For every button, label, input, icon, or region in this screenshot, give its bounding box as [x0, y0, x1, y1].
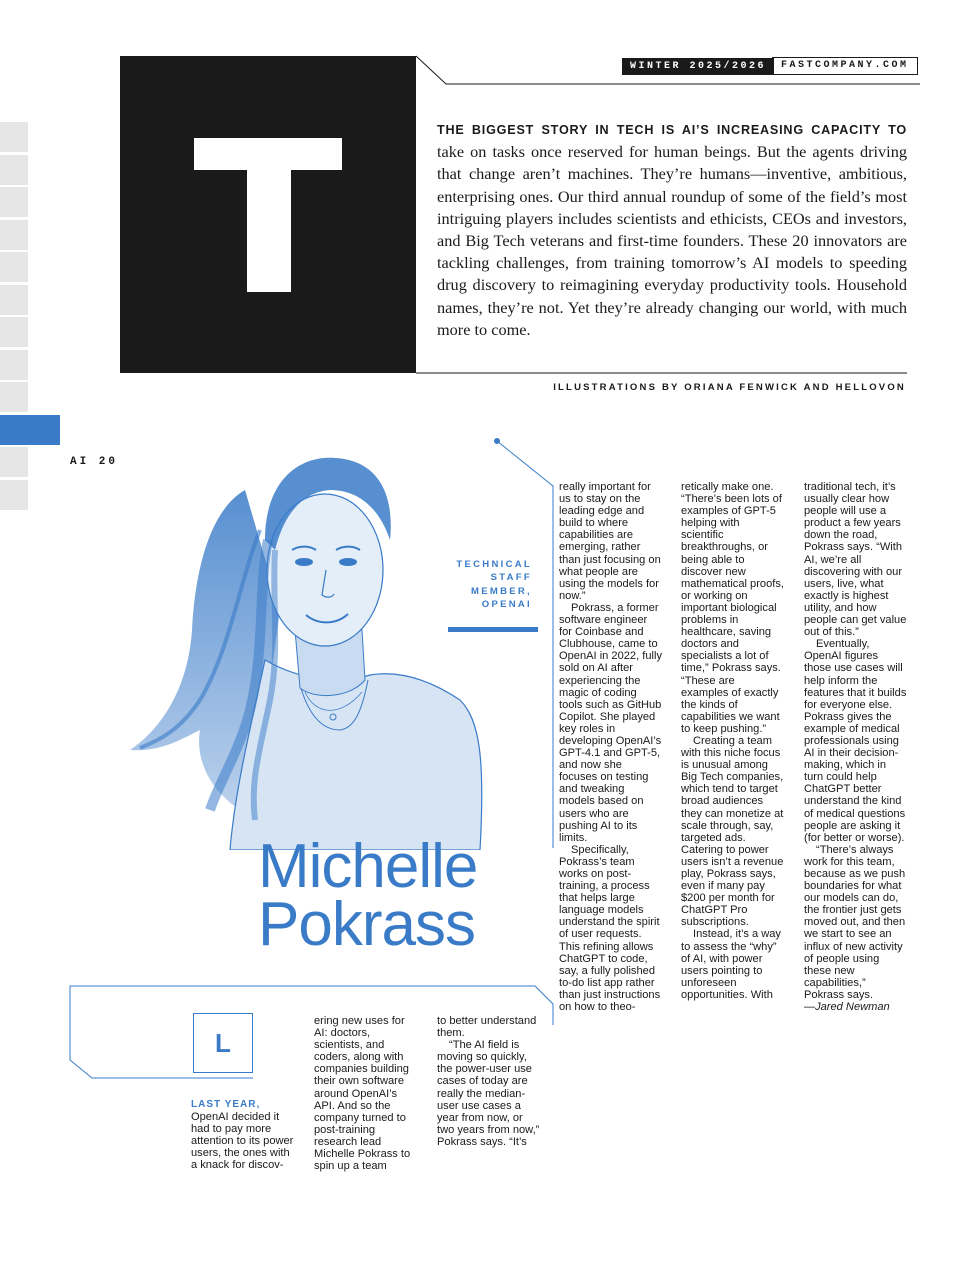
profile-name — [258, 832, 478, 959]
profile-role — [440, 558, 532, 611]
article-paragraph: Creating a team with this niche focus is unusual among Big Tech companies, which tend to target broad audiences they can monetize at scale through, say, targeted ads. Catering to power users isn’t a revenue play, Pokrass says, even if many pay $200 per month for ChatGPT Pro subscriptions. — [681, 734, 784, 929]
section-tab-active — [0, 415, 60, 445]
role-line: TECHNICAL — [456, 559, 532, 570]
article-column-2 — [314, 1015, 418, 1172]
issue-badge: WINTER 2025/2026 — [622, 58, 774, 75]
section-tab — [0, 155, 28, 185]
section-tab — [0, 350, 28, 380]
article-paragraph: traditional tech, it’s usually clear how people will use a product a few years down the road, Pokrass says. “With AI, we’re all discovering with our users, live, what exactly is highest utility, and how people can get value out of this.” — [804, 481, 907, 639]
intro-paragraph — [437, 118, 907, 341]
article-kicker: LAST YEAR, — [191, 1099, 261, 1110]
article-paragraph: Specifically, Pokrass’s team works on post-training, a process that helps large language models understand the spirit of user requests. This refining allows ChatGPT to code, say, a fully polished to-do list app rather than just instructions on how to theo- — [559, 843, 661, 1014]
article-paragraph: ering new uses for AI: doctors, scientists, and coders, along with companies building their own software around OpenAI’s API. And so the company turned to post-training research lead Michelle Pokrass to spin up a team — [314, 1015, 411, 1173]
article-column-4 — [559, 481, 662, 1013]
article-paragraph: Eventually, OpenAI figures those use cases will help inform the features that it builds for everyone else. Pokrass gives the example of medical professionals using AI in their decision-making, which in turn could help ChatGPT better understand the kind of medical questions people are asking it (for better or worse). — [804, 638, 907, 844]
last-name: Pokrass — [258, 890, 475, 959]
section-tab — [0, 122, 28, 152]
section-tab — [0, 480, 28, 510]
article-paragraph: OpenAI decided it had to pay more attention to its power users, the ones with a knack for discov- — [191, 1111, 294, 1172]
article-paragraph: Instead, it’s a way to assess the “why” of AI, with power users pointing to unforeseen opportunities. With — [681, 928, 781, 1001]
article-paragraph: retically make one. “There’s been lots of examples of GPT-5 helping with scientific breakthroughs, or being able to discover new mathematical proofs, or working on important biological problems in healthcare, saving doctors and specialists a lot of time,” Pokrass says. “These are examples of exactly the kinds of capabilities we want to keep pushing.” — [681, 481, 784, 735]
role-accent-bar — [448, 627, 538, 632]
article-paragraph: “There’s always work for this team, because as we push boundaries for what our models can do, the frontier just gets moved out, and then we start to see an influx of new activity of people using these new capabilities,” Pokrass says. — [804, 843, 906, 1001]
article-drop-letter: L — [193, 1013, 253, 1073]
article-paragraph: Pokrass, a former software engineer for Coinbase and Clubhouse, came to OpenAI in 2022, fully sold on AI after experiencing the magic of coding tools such as GitHub Copilot. She played key roles in developing OpenAI’s GPT-4.1 and GPT-5, and now she focuses on testing and tweaking models based on users who are pushing AI to its limits. — [559, 601, 662, 844]
intro-lead: THE BIGGEST STORY IN TECH IS AI’S INCREASING CAPACITY TO — [437, 123, 907, 137]
role-line: OPENAI — [481, 598, 532, 610]
drop-cap-letter-stem — [247, 170, 291, 292]
article-paragraph: really important for us to stay on the leading edge and build to where capabilities are emerging, rather than just focusing on what people are using the models for now.” — [559, 481, 661, 602]
site-badge: FASTCOMPANY.COM — [772, 57, 918, 75]
article-column-1 — [191, 1099, 295, 1172]
section-label: AI 20 — [70, 456, 119, 468]
article-paragraph: “The AI field is moving so quickly, the power-user use cases of today are really the median-user use cases a year from now, or two years from now,” Pokrass says. “It’s — [437, 1039, 540, 1148]
author-signature: —Jared Newman — [804, 1001, 890, 1014]
section-tab-strip — [0, 122, 28, 512]
section-tab — [0, 317, 28, 347]
article-paragraph: to better understand them. — [437, 1015, 537, 1040]
role-line: STAFF — [490, 572, 532, 584]
article-column-6 — [804, 481, 908, 1013]
section-tab — [0, 285, 28, 315]
article-column-5 — [681, 481, 784, 1001]
drop-cap-letter-bar — [194, 138, 342, 170]
section-tab — [0, 252, 28, 282]
illustration-credit: ILLUSTRATIONS BY ORIANA FENWICK AND HELLOVON — [553, 382, 906, 393]
first-name: Michelle — [258, 832, 478, 901]
section-tab — [0, 187, 28, 217]
section-tab — [0, 220, 28, 250]
role-line: MEMBER, — [471, 585, 532, 597]
intro-body: take on tasks once reserved for human beings. But the agents driving that change aren’t machines. They’re humans—inventive, ambitious, enterprising ones. Our third annual roundup of some of the field’s most intriguing players includes scientists and ethicists, CEOs and investors, and Big Tech veterans and first-time founders. These 20 innovators are tackling challenges, from training tomorrow’s AI models to speeding drug discovery to reimagining everyday productivity tools. Household names, they’re not. Yet they’re already changing our world, with much more to come. — [437, 142, 907, 339]
section-tab — [0, 382, 28, 412]
section-tab — [0, 447, 28, 477]
article-column-3 — [437, 1015, 541, 1148]
portrait-illustration — [100, 430, 540, 850]
